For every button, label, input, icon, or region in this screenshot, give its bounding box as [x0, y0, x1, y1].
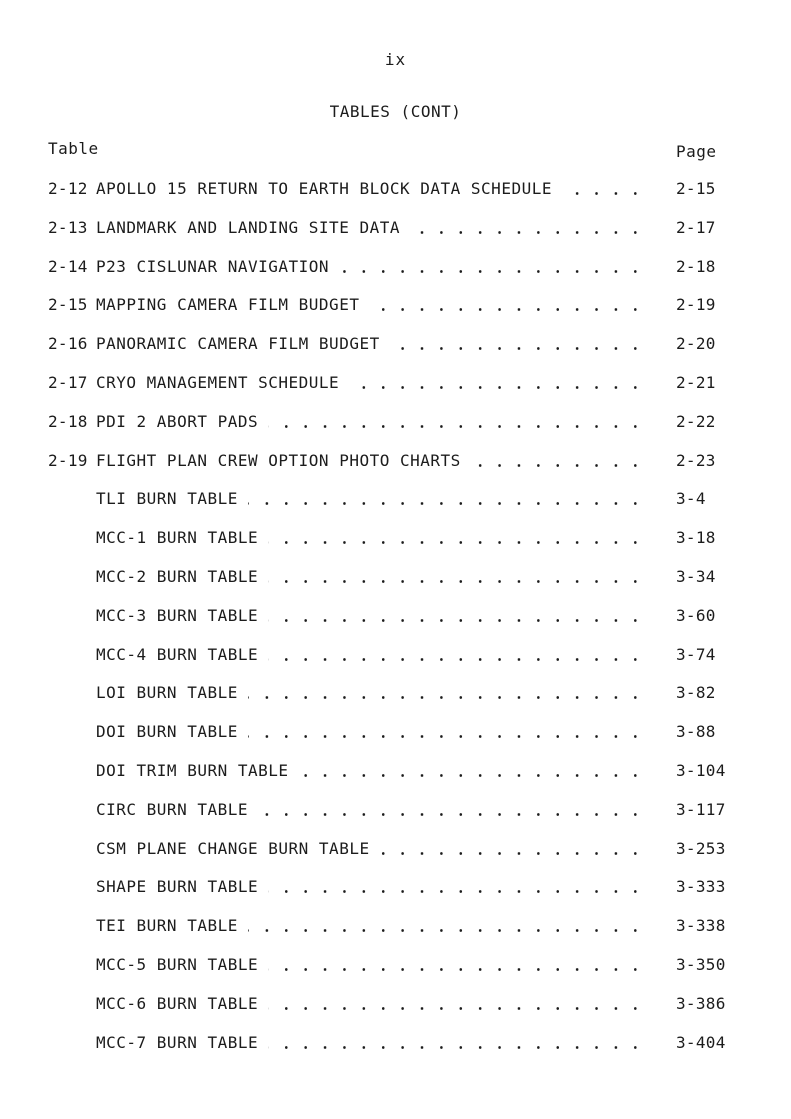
dot-leader	[248, 735, 645, 738]
page-reference: 2-23	[676, 450, 716, 470]
page-reference: 3-88	[676, 722, 716, 742]
dot-leader	[268, 619, 645, 622]
toc-entry	[0, 255, 791, 279]
page-reference: 3-60	[676, 605, 716, 625]
toc-entry	[0, 720, 791, 744]
page-reference: 3-82	[676, 683, 716, 703]
toc-entry	[0, 449, 791, 473]
toc-entry	[0, 798, 791, 822]
page-reference: 3-4	[676, 489, 706, 509]
dot-leader	[268, 580, 645, 583]
dot-leader	[339, 270, 645, 273]
table-title: CRYO MANAGEMENT SCHEDULE	[96, 371, 343, 395]
toc-entry	[0, 177, 791, 201]
toc-entry	[0, 1031, 791, 1055]
dot-leader	[268, 1007, 645, 1010]
table-number: 2-18	[48, 411, 88, 431]
table-number: 2-14	[48, 256, 88, 276]
table-number: 2-15	[48, 295, 88, 315]
page-reference: 3-253	[676, 838, 726, 858]
page-reference: 3-404	[676, 1032, 726, 1052]
page-reference: 3-338	[676, 916, 726, 936]
toc-entry	[0, 759, 791, 783]
table-title: MCC-4 BURN TABLE	[96, 643, 262, 667]
dot-leader	[299, 774, 645, 777]
table-title: LANDMARK AND LANDING SITE DATA	[96, 216, 404, 240]
page-reference: 2-18	[676, 256, 716, 276]
toc-entry	[0, 526, 791, 550]
table-title: MCC-7 BURN TABLE	[96, 1031, 262, 1055]
page-reference: 2-22	[676, 411, 716, 431]
dot-leader	[268, 658, 645, 661]
toc-entry	[0, 410, 791, 434]
toc-entry	[0, 953, 791, 977]
page-reference: 3-117	[676, 799, 726, 819]
table-number: 2-17	[48, 373, 88, 392]
page-number: ix	[384, 50, 407, 69]
dot-leader	[248, 696, 645, 699]
table-title: PANORAMIC CAMERA FILM BUDGET	[96, 332, 384, 356]
table-number: 2-12	[48, 179, 88, 198]
page-reference: 3-18	[676, 528, 716, 548]
page-reference: 3-386	[676, 993, 726, 1013]
table-title: CSM PLANE CHANGE BURN TABLE	[96, 837, 374, 861]
page-reference: 2-15	[676, 179, 716, 198]
dot-leader	[268, 1046, 645, 1049]
page-reference: 3-350	[676, 955, 726, 974]
table-title: P23 CISLUNAR NAVIGATION	[96, 255, 333, 279]
dot-leader	[471, 464, 645, 467]
page-title: TABLES (CONT)	[329, 102, 462, 121]
toc-entry	[0, 487, 791, 511]
page-reference: 3-34	[676, 567, 716, 586]
table-number: 2-16	[48, 334, 88, 354]
toc-entry	[0, 914, 791, 938]
toc-entry	[0, 371, 791, 395]
table-title: CIRC BURN TABLE	[96, 798, 252, 822]
page-reference: 2-20	[676, 334, 716, 354]
dot-leader	[562, 192, 645, 195]
table-title: MCC-5 BURN TABLE	[96, 953, 262, 977]
table-column-header: Table	[48, 139, 99, 158]
page-reference: 2-19	[676, 295, 716, 315]
page-reference: 3-104	[676, 761, 726, 780]
toc-entry	[0, 875, 791, 899]
page-reference: 2-17	[676, 217, 716, 237]
toc-entry	[0, 681, 791, 705]
page-reference: 2-21	[676, 373, 716, 392]
dot-leader	[380, 852, 645, 855]
table-title: MCC-2 BURN TABLE	[96, 565, 262, 589]
table-title: FLIGHT PLAN CREW OPTION PHOTO CHARTS	[96, 449, 465, 473]
dot-leader	[248, 929, 645, 932]
page-column-header: Page	[676, 142, 717, 161]
toc-entry	[0, 332, 791, 356]
dot-leader	[258, 813, 645, 816]
table-number: 2-13	[48, 217, 88, 237]
toc-entry	[0, 643, 791, 667]
table-title: DOI TRIM BURN TABLE	[96, 759, 293, 783]
toc-entry	[0, 216, 791, 240]
toc-entry	[0, 837, 791, 861]
table-title: PDI 2 ABORT PADS	[96, 410, 262, 434]
dot-leader	[268, 968, 645, 971]
table-title: SHAPE BURN TABLE	[96, 875, 262, 899]
dot-leader	[410, 231, 645, 234]
table-number: 2-19	[48, 450, 88, 470]
dot-leader	[349, 386, 645, 389]
table-title: MCC-3 BURN TABLE	[96, 604, 262, 628]
dot-leader	[369, 308, 645, 311]
table-title: MCC-1 BURN TABLE	[96, 526, 262, 550]
page-reference: 3-74	[676, 644, 716, 664]
toc-entry	[0, 293, 791, 317]
toc-entry	[0, 604, 791, 628]
toc-entry	[0, 992, 791, 1016]
table-title: TEI BURN TABLE	[96, 914, 242, 938]
page-reference: 3-333	[676, 877, 726, 897]
dot-leader	[268, 541, 645, 544]
table-title: MCC-6 BURN TABLE	[96, 992, 262, 1016]
dot-leader	[390, 347, 645, 350]
toc-entry	[0, 565, 791, 589]
table-title: MAPPING CAMERA FILM BUDGET	[96, 293, 363, 317]
table-title: LOI BURN TABLE	[96, 681, 242, 705]
table-title: TLI BURN TABLE	[96, 487, 242, 511]
table-title: DOI BURN TABLE	[96, 720, 242, 744]
dot-leader	[248, 502, 645, 505]
dot-leader	[268, 425, 645, 428]
dot-leader	[268, 890, 645, 893]
table-title: APOLLO 15 RETURN TO EARTH BLOCK DATA SCHEDULE	[96, 177, 556, 201]
